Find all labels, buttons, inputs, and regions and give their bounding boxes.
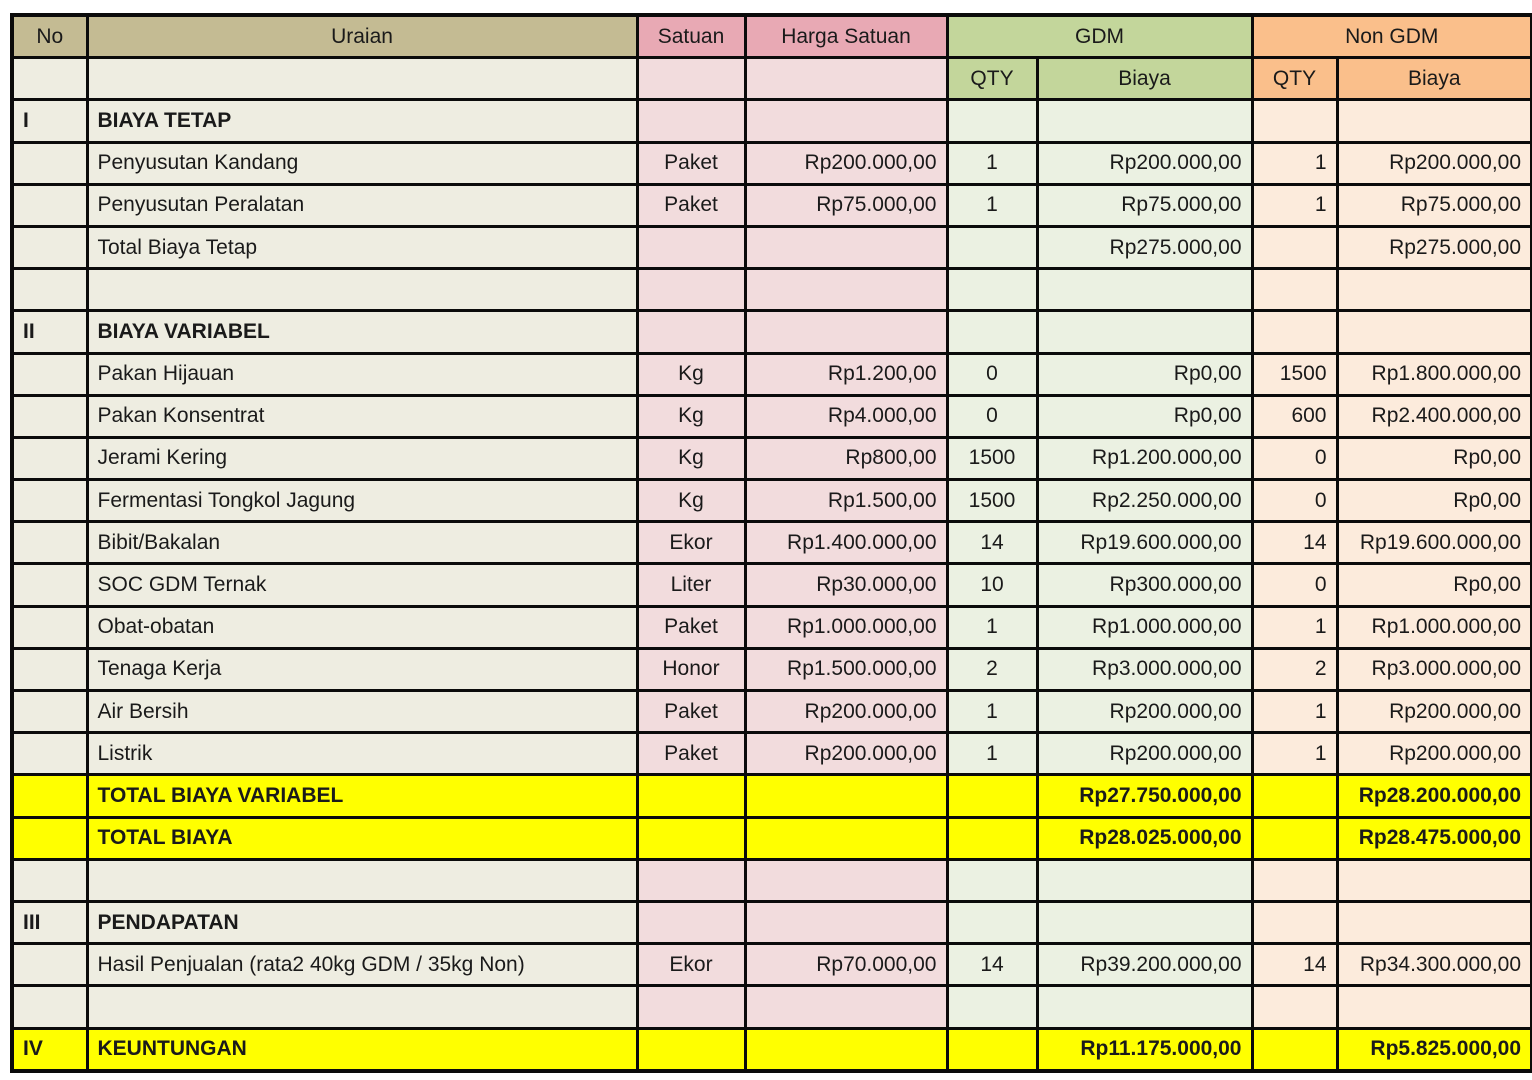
cell-biaya-gdm: Rp75.000,00 [1037, 184, 1252, 226]
cell-qty-non [1252, 1028, 1337, 1071]
cell-uraian: BIAYA TETAP [87, 100, 637, 142]
cell-harga [745, 775, 947, 817]
cell-biaya-gdm [1037, 100, 1252, 142]
cell-qty-gdm: 1 [947, 184, 1037, 226]
cell-no [12, 817, 87, 859]
cell-qty-gdm [947, 311, 1037, 353]
cell-no [12, 184, 87, 226]
cell-uraian: Pakan Hijauan [87, 353, 637, 395]
cell-satuan: Paket [637, 606, 745, 648]
cell-harga [745, 226, 947, 268]
cell-qty-gdm [947, 269, 1037, 311]
cell-biaya-gdm: Rp39.200.000,00 [1037, 944, 1252, 986]
cell-biaya-non: Rp0,00 [1337, 437, 1532, 479]
cell-satuan: Liter [637, 564, 745, 606]
table-row [12, 269, 1532, 311]
table-row [12, 184, 1532, 226]
cell-no [12, 859, 87, 901]
cell-qty-gdm [947, 775, 1037, 817]
cell-harga: Rp1.400.000,00 [745, 522, 947, 564]
cell-biaya-gdm: Rp19.600.000,00 [1037, 522, 1252, 564]
cell-qty-non: 0 [1252, 437, 1337, 479]
cell-no: III [12, 901, 87, 943]
table-row [12, 648, 1532, 690]
cell-biaya-non: Rp200.000,00 [1337, 733, 1532, 775]
table-row [12, 226, 1532, 268]
cell-harga: Rp200.000,00 [745, 733, 947, 775]
subheader-spacer-no [12, 58, 87, 100]
cell-no [12, 395, 87, 437]
cell-uraian: SOC GDM Ternak [87, 564, 637, 606]
cell-qty-non [1252, 100, 1337, 142]
cell-biaya-gdm [1037, 986, 1252, 1028]
col-group-header-non-gdm: Non GDM [1252, 15, 1532, 58]
table-row [12, 353, 1532, 395]
cell-satuan: Kg [637, 437, 745, 479]
cell-biaya-gdm: Rp0,00 [1037, 395, 1252, 437]
cell-satuan: Paket [637, 184, 745, 226]
cell-biaya-non: Rp1.000.000,00 [1337, 606, 1532, 648]
cell-uraian: Total Biaya Tetap [87, 226, 637, 268]
cell-qty-gdm [947, 1028, 1037, 1071]
table-row [12, 817, 1532, 859]
cell-uraian: BIAYA VARIABEL [87, 311, 637, 353]
cell-no [12, 142, 87, 184]
table-row [12, 901, 1532, 943]
table-row [12, 859, 1532, 901]
table-row [12, 564, 1532, 606]
cell-satuan: Ekor [637, 944, 745, 986]
cell-biaya-non: Rp28.475.000,00 [1337, 817, 1532, 859]
table-row [12, 691, 1532, 733]
cell-biaya-non: Rp200.000,00 [1337, 691, 1532, 733]
cell-satuan: Honor [637, 648, 745, 690]
cell-biaya-non: Rp0,00 [1337, 564, 1532, 606]
cell-uraian: PENDAPATAN [87, 901, 637, 943]
cell-biaya-gdm: Rp27.750.000,00 [1037, 775, 1252, 817]
cell-qty-non: 14 [1252, 522, 1337, 564]
cell-qty-gdm: 10 [947, 564, 1037, 606]
cell-qty-non [1252, 311, 1337, 353]
cell-biaya-gdm: Rp0,00 [1037, 353, 1252, 395]
cell-satuan: Paket [637, 142, 745, 184]
cell-qty-gdm [947, 100, 1037, 142]
cell-satuan: Kg [637, 480, 745, 522]
cell-uraian: Tenaga Kerja [87, 648, 637, 690]
cell-harga: Rp1.000.000,00 [745, 606, 947, 648]
cell-biaya-gdm: Rp200.000,00 [1037, 142, 1252, 184]
cell-biaya-non: Rp3.000.000,00 [1337, 648, 1532, 690]
cell-biaya-non: Rp200.000,00 [1337, 142, 1532, 184]
col-header-qty-gdm: QTY [947, 58, 1037, 100]
cell-qty-gdm: 2 [947, 648, 1037, 690]
cell-no [12, 648, 87, 690]
cell-qty-gdm: 14 [947, 944, 1037, 986]
table-row [12, 944, 1532, 986]
cell-uraian: Bibit/Bakalan [87, 522, 637, 564]
cell-no [12, 564, 87, 606]
cell-no [12, 986, 87, 1028]
cell-biaya-non: Rp1.800.000,00 [1337, 353, 1532, 395]
cell-satuan [637, 901, 745, 943]
cell-uraian: Air Bersih [87, 691, 637, 733]
cell-uraian: Penyusutan Peralatan [87, 184, 637, 226]
cell-qty-non [1252, 859, 1337, 901]
cell-qty-non: 1 [1252, 733, 1337, 775]
cell-no: IV [12, 1028, 87, 1071]
cell-uraian: Fermentasi Tongkol Jagung [87, 480, 637, 522]
table-body [12, 100, 1532, 1071]
cell-biaya-non: Rp34.300.000,00 [1337, 944, 1532, 986]
cell-uraian [87, 269, 637, 311]
cell-qty-non: 2 [1252, 648, 1337, 690]
subheader-spacer-uraian [87, 58, 637, 100]
cell-qty-non: 1 [1252, 142, 1337, 184]
cell-biaya-non: Rp2.400.000,00 [1337, 395, 1532, 437]
cell-harga [745, 817, 947, 859]
cell-biaya-gdm: Rp300.000,00 [1037, 564, 1252, 606]
cell-biaya-non [1337, 901, 1532, 943]
cell-harga [745, 311, 947, 353]
cell-no [12, 691, 87, 733]
cell-no [12, 522, 87, 564]
cell-qty-gdm [947, 986, 1037, 1028]
col-header-uraian: Uraian [87, 15, 637, 58]
cell-qty-gdm: 1500 [947, 480, 1037, 522]
cell-harga [745, 269, 947, 311]
cell-harga: Rp800,00 [745, 437, 947, 479]
col-header-satuan: Satuan [637, 15, 745, 58]
cell-qty-gdm: 1500 [947, 437, 1037, 479]
cell-biaya-gdm: Rp3.000.000,00 [1037, 648, 1252, 690]
cell-satuan: Ekor [637, 522, 745, 564]
cell-biaya-gdm: Rp28.025.000,00 [1037, 817, 1252, 859]
table-row [12, 395, 1532, 437]
cell-uraian: Penyusutan Kandang [87, 142, 637, 184]
table-subheader-row [12, 58, 1532, 100]
cell-satuan [637, 311, 745, 353]
cell-biaya-non: Rp0,00 [1337, 480, 1532, 522]
cell-no [12, 606, 87, 648]
cell-uraian: Listrik [87, 733, 637, 775]
cell-qty-gdm: 0 [947, 395, 1037, 437]
cell-qty-non: 1500 [1252, 353, 1337, 395]
table-row [12, 606, 1532, 648]
cell-harga: Rp70.000,00 [745, 944, 947, 986]
cell-biaya-non [1337, 986, 1532, 1028]
cell-harga [745, 901, 947, 943]
cell-satuan [637, 100, 745, 142]
table-row [12, 480, 1532, 522]
cell-qty-gdm: 1 [947, 606, 1037, 648]
cell-satuan [637, 226, 745, 268]
cell-satuan: Kg [637, 395, 745, 437]
cell-qty-non: 0 [1252, 564, 1337, 606]
cell-qty-non: 1 [1252, 606, 1337, 648]
cell-satuan: Kg [637, 353, 745, 395]
cell-no [12, 733, 87, 775]
cell-biaya-non [1337, 269, 1532, 311]
cell-no: I [12, 100, 87, 142]
table-row [12, 142, 1532, 184]
cell-no [12, 944, 87, 986]
cell-harga: Rp1.500.000,00 [745, 648, 947, 690]
cell-biaya-non [1337, 100, 1532, 142]
cell-qty-gdm: 1 [947, 142, 1037, 184]
cell-biaya-non [1337, 859, 1532, 901]
table-row [12, 1028, 1532, 1071]
cell-harga: Rp200.000,00 [745, 691, 947, 733]
cell-uraian: Pakan Konsentrat [87, 395, 637, 437]
cell-qty-non [1252, 901, 1337, 943]
cell-qty-non [1252, 986, 1337, 1028]
cell-qty-gdm: 14 [947, 522, 1037, 564]
cell-biaya-gdm: Rp1.000.000,00 [1037, 606, 1252, 648]
table-row [12, 100, 1532, 142]
cell-harga: Rp75.000,00 [745, 184, 947, 226]
cell-qty-non [1252, 775, 1337, 817]
cell-harga: Rp1.200,00 [745, 353, 947, 395]
cell-no [12, 226, 87, 268]
cell-qty-non: 14 [1252, 944, 1337, 986]
cell-satuan: Paket [637, 691, 745, 733]
cell-uraian [87, 859, 637, 901]
cell-satuan [637, 859, 745, 901]
cell-harga: Rp4.000,00 [745, 395, 947, 437]
cell-qty-non: 600 [1252, 395, 1337, 437]
cell-satuan [637, 986, 745, 1028]
cell-qty-gdm: 0 [947, 353, 1037, 395]
cell-biaya-gdm: Rp2.250.000,00 [1037, 480, 1252, 522]
table-row [12, 437, 1532, 479]
table-row [12, 522, 1532, 564]
cell-satuan [637, 269, 745, 311]
cell-uraian: KEUNTUNGAN [87, 1028, 637, 1071]
table-row [12, 733, 1532, 775]
cell-biaya-non: Rp5.825.000,00 [1337, 1028, 1532, 1071]
cell-no [12, 269, 87, 311]
cell-qty-non: 0 [1252, 480, 1337, 522]
cell-biaya-gdm [1037, 859, 1252, 901]
table-row [12, 775, 1532, 817]
table-row [12, 311, 1532, 353]
col-header-biaya-non-gdm: Biaya [1337, 58, 1532, 100]
cell-satuan [637, 817, 745, 859]
cell-uraian: Obat-obatan [87, 606, 637, 648]
cell-biaya-gdm [1037, 269, 1252, 311]
cell-uraian: Jerami Kering [87, 437, 637, 479]
cell-no [12, 480, 87, 522]
cell-qty-non [1252, 817, 1337, 859]
cell-biaya-gdm: Rp11.175.000,00 [1037, 1028, 1252, 1071]
cell-harga: Rp1.500,00 [745, 480, 947, 522]
cell-biaya-gdm: Rp275.000,00 [1037, 226, 1252, 268]
cell-harga [745, 986, 947, 1028]
cell-biaya-non: Rp19.600.000,00 [1337, 522, 1532, 564]
col-header-biaya-gdm: Biaya [1037, 58, 1252, 100]
cell-no [12, 437, 87, 479]
cell-no [12, 353, 87, 395]
cell-harga [745, 859, 947, 901]
cell-uraian [87, 986, 637, 1028]
cell-uraian: TOTAL BIAYA VARIABEL [87, 775, 637, 817]
cell-biaya-gdm [1037, 311, 1252, 353]
cell-biaya-non: Rp75.000,00 [1337, 184, 1532, 226]
col-group-header-gdm: GDM [947, 15, 1252, 58]
cell-qty-non [1252, 226, 1337, 268]
cell-uraian: TOTAL BIAYA [87, 817, 637, 859]
cell-biaya-gdm: Rp200.000,00 [1037, 733, 1252, 775]
col-header-qty-non-gdm: QTY [1252, 58, 1337, 100]
col-header-harga-satuan: Harga Satuan [745, 15, 947, 58]
cell-qty-gdm: 1 [947, 691, 1037, 733]
cell-uraian: Hasil Penjualan (rata2 40kg GDM / 35kg Non) [87, 944, 637, 986]
cell-qty-gdm [947, 817, 1037, 859]
subheader-spacer-satuan [637, 58, 745, 100]
cell-qty-gdm [947, 901, 1037, 943]
cell-biaya-gdm: Rp1.200.000,00 [1037, 437, 1252, 479]
cell-biaya-gdm: Rp200.000,00 [1037, 691, 1252, 733]
table-header-row [12, 15, 1532, 58]
cell-harga: Rp30.000,00 [745, 564, 947, 606]
cost-comparison-table [10, 13, 1532, 1073]
cell-qty-non: 1 [1252, 691, 1337, 733]
subheader-spacer-harga [745, 58, 947, 100]
cell-biaya-non [1337, 311, 1532, 353]
cell-qty-non [1252, 269, 1337, 311]
cell-qty-gdm [947, 859, 1037, 901]
cell-no: II [12, 311, 87, 353]
cell-harga [745, 1028, 947, 1071]
cell-harga: Rp200.000,00 [745, 142, 947, 184]
cell-biaya-non: Rp275.000,00 [1337, 226, 1532, 268]
cell-biaya-non: Rp28.200.000,00 [1337, 775, 1532, 817]
col-header-no: No [12, 15, 87, 58]
cell-no [12, 775, 87, 817]
cell-harga [745, 100, 947, 142]
cell-qty-gdm [947, 226, 1037, 268]
cell-qty-gdm: 1 [947, 733, 1037, 775]
cell-satuan [637, 1028, 745, 1071]
cell-satuan [637, 775, 745, 817]
cell-biaya-gdm [1037, 901, 1252, 943]
table-row [12, 986, 1532, 1028]
cell-satuan: Paket [637, 733, 745, 775]
cell-qty-non: 1 [1252, 184, 1337, 226]
